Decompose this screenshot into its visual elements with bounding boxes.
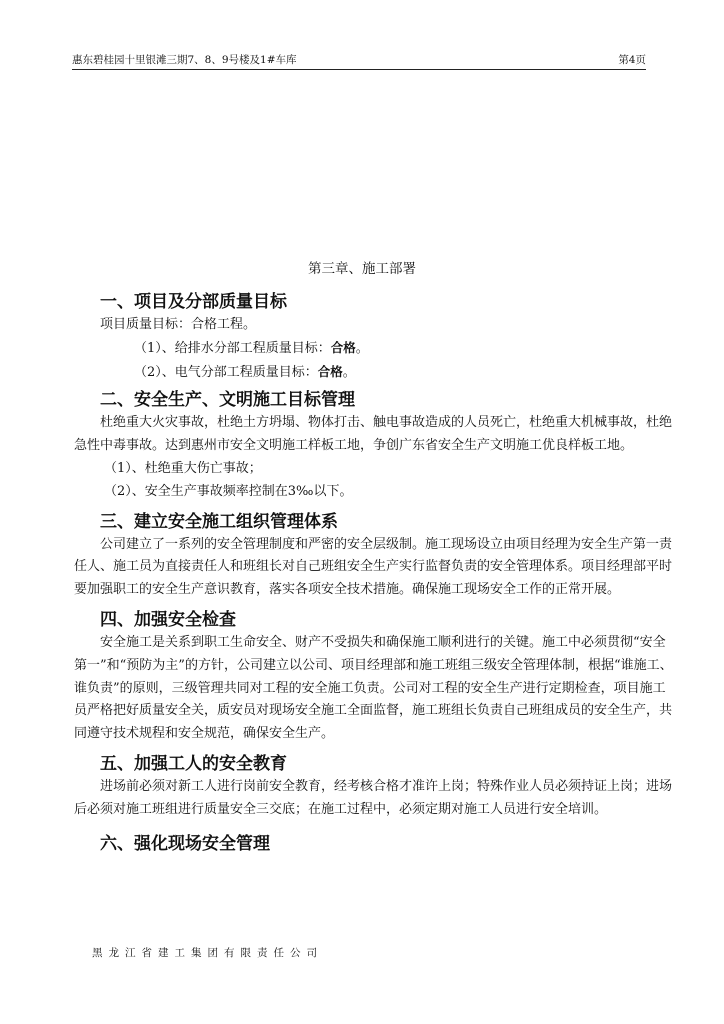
- document-body: [74, 290, 676, 856]
- list-item: （1）、给排水分部工程质量目标：合格。: [134, 339, 369, 356]
- quality-goal-line: 项目质量目标：合格工程。: [100, 317, 257, 332]
- section-paragraph: 进场前必须对新工人进行岗前安全教育，经考核合格才准许上岗；特殊作业人员必须持证上岗；进场后必须对施工班组进行质量安全三交底；在施工过程中，必须定期对施工人员进行安全培训。: [74, 778, 673, 817]
- chapter-title: 第三章、施工部署: [308, 261, 416, 277]
- section-paragraph: 公司建立了一系列的安全管理制度和严密的安全层级制。施工现场设立由项目经理为安全生产第一责任人、施工员为直接责任人和班组长对自己班组安全生产实行监督负责的安全管理体系。项目经理部平时要加强职工的安全生产意识教育，落实各项安全技术措施。确保施工现场安全工作的正常开展。: [74, 536, 673, 598]
- section-paragraph: 安全施工是关系到职工生命安全、财产不受损失和确保施工顺利进行的关键。施工中必须贯彻“安全第一”和“预防为主”的方针，公司建立以公司、项目经理部和施工班组三级安全管理体制，根据“谁施工、谁负责”的原则，三级管理共同对工程的安全施工负责。公司对工程的安全生产进行定期检查，项目施工员严格把好质量安全关，质安员对现场安全施工全面监督，施工班组长负责自己班组成员的安全生产，共同遵守技术规程和安全规范，确保安全生产。: [74, 634, 673, 742]
- section-paragraph: 杜绝重大火灾事故，杜绝土方坍塌、物体打击、触电事故造成的人员死亡，杜绝重大机械事故，杜绝急性中毒事故。达到惠州市安全文明施工样板工地，争创广东省安全生产文明施工优良样板工地。: [74, 415, 673, 454]
- list-item: （1）、杜绝重大伤亡事故；: [104, 460, 262, 476]
- page-footer-company: 黑龙江省建工集团有限责任公司: [92, 947, 323, 959]
- section-heading-5: 五、加强工人的安全教育: [100, 753, 287, 774]
- list-item: （2）、电气分部工程质量目标：合格。: [134, 363, 356, 380]
- section-heading-3: 三、建立安全施工组织管理体系: [100, 511, 338, 532]
- section-heading-6: 六、强化现场安全管理: [100, 833, 270, 854]
- header-page-number: 第4页: [618, 54, 646, 66]
- header-project-name: 惠东碧桂园十里银滩三期7、8、9号楼及1#车库: [72, 54, 297, 66]
- list-item: （2）、安全生产事故频率控制在3‰以下。: [104, 483, 353, 499]
- section-heading-2: 二、安全生产、文明施工目标管理: [100, 390, 355, 411]
- page-header: [72, 53, 646, 70]
- section-heading-4: 四、加强安全检查: [100, 609, 236, 630]
- section-heading-1: 一、项目及分部质量目标: [100, 292, 287, 312]
